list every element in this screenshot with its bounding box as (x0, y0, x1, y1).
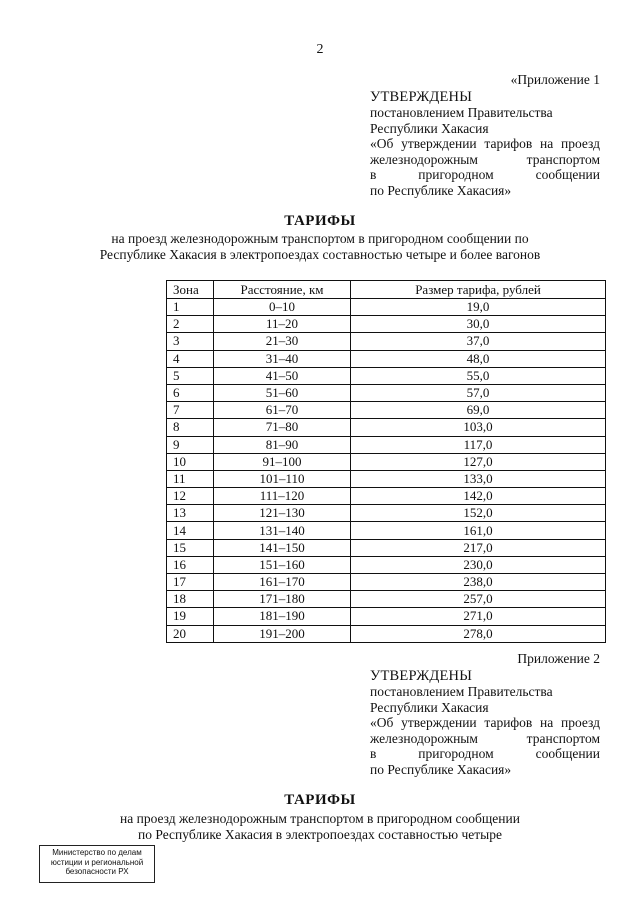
appendix-1-line: железнодорожным транспортом (370, 151, 600, 167)
header-distance: Расстояние, км (214, 281, 351, 299)
table-row (167, 384, 606, 401)
stamp-line: юстиции и региональной (50, 857, 144, 867)
table-row (167, 556, 606, 573)
distance-cell: 121–130 (214, 505, 351, 522)
stamp-line: Министерство по делам (52, 848, 142, 857)
tariff-table-body (167, 299, 606, 643)
distance-cell: 181–190 (214, 608, 351, 625)
table-row (167, 316, 606, 333)
zone-cell: 12 (167, 488, 214, 505)
distance-cell: 171–180 (214, 591, 351, 608)
appendix-1-approved: УТВЕРЖДЕНЫ (370, 88, 473, 105)
distance-cell: 151–160 (214, 556, 351, 573)
tariffs-1-title: ТАРИФЫ (284, 213, 356, 229)
tariffs-1-subtitle-line: Республике Хакасия в электропоездах составностью четыре и более вагонов (99, 246, 541, 262)
table-row (167, 488, 606, 505)
price-cell: 57,0 (351, 384, 606, 401)
price-cell: 161,0 (351, 522, 606, 539)
tariffs-1-subtitle (0, 231, 640, 262)
price-cell: 103,0 (351, 419, 606, 436)
price-cell: 69,0 (351, 402, 606, 419)
appendix-1-line: Республики Хакасия (370, 120, 489, 136)
distance-cell: 191–200 (214, 625, 351, 642)
table-row (167, 625, 606, 642)
appendix-1-line: в пригородном сообщении (370, 167, 600, 182)
price-cell: 238,0 (351, 574, 606, 591)
page-number: 2 (316, 42, 324, 57)
price-cell: 48,0 (351, 350, 606, 367)
distance-cell: 51–60 (214, 384, 351, 401)
tariff-table (166, 280, 606, 643)
zone-cell: 11 (167, 470, 214, 487)
appendix-2-line: по Республике Хакасия» (370, 761, 512, 777)
header-price: Размер тарифа, рублей (351, 281, 606, 299)
distance-cell: 31–40 (214, 350, 351, 367)
price-cell: 257,0 (351, 591, 606, 608)
zone-cell: 4 (167, 350, 214, 367)
zone-cell: 9 (167, 436, 214, 453)
distance-cell: 141–150 (214, 539, 351, 556)
appendix-1-block (370, 72, 600, 198)
table-row (167, 299, 606, 316)
price-cell: 217,0 (351, 539, 606, 556)
price-cell: 271,0 (351, 608, 606, 625)
zone-cell: 7 (167, 402, 214, 419)
zone-cell: 14 (167, 522, 214, 539)
distance-cell: 111–120 (214, 488, 351, 505)
tariffs-2-subtitle (0, 811, 640, 842)
table-row (167, 350, 606, 367)
zone-cell: 20 (167, 625, 214, 642)
zone-cell: 10 (167, 453, 214, 470)
appendix-2-line: «Об утверждении тарифов на проезд (370, 715, 600, 730)
table-row (167, 608, 606, 625)
appendix-2-line: постановлением Правительства (370, 684, 553, 699)
appendix-1-line: постановлением Правительства (370, 105, 553, 120)
header-zone: Зона (167, 281, 214, 299)
tariffs-2-subtitle-line: по Республике Хакасия в электропоездах составностью четыре (138, 826, 502, 842)
appendix-1-line: по Республике Хакасия» (370, 182, 512, 198)
zone-cell: 3 (167, 333, 214, 350)
distance-cell: 11–20 (214, 316, 351, 333)
zone-cell: 17 (167, 574, 214, 591)
price-cell: 117,0 (351, 436, 606, 453)
table-row (167, 436, 606, 453)
tariffs-2-title: ТАРИФЫ (284, 792, 356, 808)
table-row (167, 470, 606, 487)
distance-cell: 61–70 (214, 402, 351, 419)
tariffs-2-subtitle-line: на проезд железнодорожным транспортом в пригородном сообщении (120, 811, 520, 826)
zone-cell: 1 (167, 299, 214, 316)
price-cell: 230,0 (351, 556, 606, 573)
appendix-1-title: «Приложение 1 (510, 72, 600, 87)
table-row (167, 505, 606, 522)
distance-cell: 101–110 (214, 470, 351, 487)
table-row (167, 453, 606, 470)
table-row (167, 367, 606, 384)
stamp-line: безопасности РХ (65, 867, 129, 876)
price-cell: 55,0 (351, 367, 606, 384)
appendix-1-line: «Об утверждении тарифов на проезд (370, 136, 600, 151)
appendix-2-line: в пригородном сообщении (370, 746, 600, 761)
zone-cell: 13 (167, 505, 214, 522)
price-cell: 19,0 (351, 299, 606, 316)
table-row (167, 591, 606, 608)
table-row (167, 419, 606, 436)
distance-cell: 0–10 (214, 299, 351, 316)
distance-cell: 41–50 (214, 367, 351, 384)
price-cell: 152,0 (351, 505, 606, 522)
table-row (167, 539, 606, 556)
price-cell: 142,0 (351, 488, 606, 505)
table-row (167, 574, 606, 591)
ministry-stamp (39, 845, 155, 883)
distance-cell: 71–80 (214, 419, 351, 436)
distance-cell: 91–100 (214, 453, 351, 470)
distance-cell: 161–170 (214, 574, 351, 591)
price-cell: 37,0 (351, 333, 606, 350)
distance-cell: 131–140 (214, 522, 351, 539)
zone-cell: 6 (167, 384, 214, 401)
zone-cell: 5 (167, 367, 214, 384)
price-cell: 127,0 (351, 453, 606, 470)
appendix-2-block (370, 651, 600, 777)
tariffs-1-subtitle-line: на проезд железнодорожным транспортом в пригородном сообщении по (111, 231, 529, 246)
appendix-2-title: Приложение 2 (517, 651, 600, 666)
zone-cell: 8 (167, 419, 214, 436)
price-cell: 278,0 (351, 625, 606, 642)
table-row (167, 522, 606, 539)
appendix-2-line: железнодорожным транспортом (370, 730, 600, 746)
appendix-2-line: Республики Хакасия (370, 699, 489, 715)
price-cell: 30,0 (351, 316, 606, 333)
zone-cell: 16 (167, 556, 214, 573)
tariff-table-header-row (167, 281, 606, 299)
appendix-2-approved: УТВЕРЖДЕНЫ (370, 667, 473, 684)
table-row (167, 333, 606, 350)
zone-cell: 2 (167, 316, 214, 333)
zone-cell: 15 (167, 539, 214, 556)
zone-cell: 18 (167, 591, 214, 608)
distance-cell: 81–90 (214, 436, 351, 453)
zone-cell: 19 (167, 608, 214, 625)
table-row (167, 402, 606, 419)
distance-cell: 21–30 (214, 333, 351, 350)
price-cell: 133,0 (351, 470, 606, 487)
